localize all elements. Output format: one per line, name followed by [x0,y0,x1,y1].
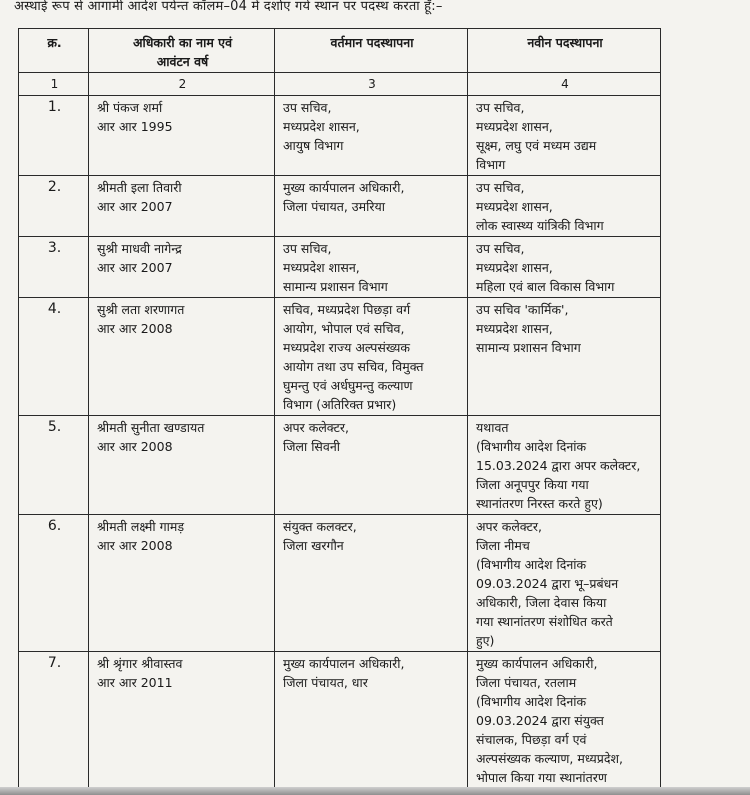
new-posting-cell [468,298,661,416]
cell-line: आर आर 2007 [97,260,173,275]
cell-line: विभाग (अतिरिक्त प्रभार) [283,397,397,412]
cell-line: आयोग, भोपाल एवं सचिव, [283,321,405,336]
serial-number: 5. [19,416,89,515]
scroll-edge [0,787,750,795]
cell-line: (विभागीय आदेश दिनांक [476,557,587,572]
cell-line: उप सचिव, [283,241,332,256]
cell-line: उप सचिव, [476,180,525,195]
new-posting-cell [468,237,661,298]
cell-line: भोपाल किया गया स्थानांतरण [476,770,607,785]
cell-line: महिला एवं बाल विकास विभाग [476,279,615,294]
new-posting-cell [468,416,661,515]
officer-name-cell [89,96,275,176]
cell-line: आर आर 2007 [97,199,173,214]
cell-line: सामान्य प्रशासन विभाग [476,340,581,355]
cell-line: (विभागीय आदेश दिनांक [476,694,587,709]
serial-number: 7. [19,652,89,789]
cell-line: मध्यप्रदेश शासन, [476,119,553,134]
cell-line: जिला पंचायत, रतलाम [476,675,577,690]
cell-line: मुख्य कार्यपालन अधिकारी, [476,656,598,671]
header-officer-name: अधिकारी का नाम एवं आवंटन वर्ष [89,29,275,73]
cell-line: आर आर 2011 [97,675,173,690]
officer-name-cell [89,237,275,298]
serial-number: 6. [19,515,89,652]
cell-line: अधिकारी, जिला देवास किया [476,595,607,610]
current-posting-cell [275,416,468,515]
new-posting-cell [468,652,661,789]
cell-line: श्रीमती सुनीता खण्डायत [97,420,205,435]
current-posting-cell [275,652,468,789]
table-row [19,416,661,515]
cell-line: लोक स्वास्थ्य यांत्रिकी विभाग [476,218,604,233]
cell-line: मध्यप्रदेश राज्य अल्पसंख्यक [283,340,410,355]
current-posting-cell [275,515,468,652]
cell-line: मध्यप्रदेश शासन, [476,199,553,214]
cell-line: 15.03.2024 द्वारा अपर कलेक्टर, [476,458,641,473]
current-posting-cell [275,176,468,237]
cell-line: सूक्ष्म, लघु एवं मध्यम उद्यम [476,138,597,153]
cell-line: सामान्य प्रशासन विभाग [283,279,388,294]
cell-line: सचिव, मध्यप्रदेश पिछड़ा वर्ग [283,302,411,317]
cell-line: अपर कलेक्टर, [476,519,543,534]
officer-name-cell [89,515,275,652]
cell-line: (विभागीय आदेश दिनांक [476,439,587,454]
current-posting-cell [275,237,468,298]
transfer-order-table [18,28,661,789]
cell-line: मुख्य कार्यपालन अधिकारी, [283,656,405,671]
header-row [19,29,661,73]
cell-line: विभाग [476,157,506,172]
cell-line: मध्यप्रदेश शासन, [283,119,360,134]
header-new-posting: नवीन पदस्थापना [468,29,661,73]
cell-line: हुए) [476,633,495,648]
cell-line: उप सचिव, [476,100,525,115]
cell-line: आर आर 2008 [97,538,173,553]
cell-line: आयोग तथा उप सचिव, विमुक्त [283,359,424,374]
cell-line: आर आर 2008 [97,321,173,336]
officer-name-cell [89,652,275,789]
column-number-row [19,73,661,96]
table-row [19,96,661,176]
cell-line: अल्पसंख्यक कल्याण, मध्यप्रदेश, [476,751,624,766]
cell-line: जिला पंचायत, उमरिया [283,199,385,214]
cell-line: अपर कलेक्टर, [283,420,350,435]
table-row [19,176,661,237]
cell-line: आर आर 2008 [97,439,173,454]
table-row [19,298,661,416]
serial-number: 1. [19,96,89,176]
header-serial: क्र. [19,29,89,73]
table-row [19,652,661,789]
cell-line: उप सचिव, [283,100,332,115]
cell-line: यथावत [476,420,509,435]
cell-line: उप सचिव, [476,241,525,256]
column-number: 3 [275,73,468,96]
officer-name-cell [89,176,275,237]
table-row [19,237,661,298]
cell-line: 09.03.2024 द्वारा भू–प्रबंधन [476,576,619,591]
cell-line: घुमन्तु एवं अर्धघुमन्तु कल्याण [283,378,413,393]
cell-line: मुख्य कार्यपालन अधिकारी, [283,180,405,195]
column-number: 4 [468,73,661,96]
cell-line: सुश्री माधवी नागेन्द्र [97,241,182,256]
new-posting-cell [468,515,661,652]
cell-line: संयुक्त कलक्टर, [283,519,357,534]
cell-line: आर आर 1995 [97,119,173,134]
cell-line: 09.03.2024 द्वारा संयुक्त [476,713,604,728]
serial-number: 2. [19,176,89,237]
current-posting-cell [275,96,468,176]
intro-text: अस्थाई रूप से आगामी आदेश पर्यन्त कॉलम–04 में दर्शाए गये स्थान पर पदस्थ करता हूँ:– [14,0,443,14]
cell-line: उप सचिव 'कार्मिक', [476,302,569,317]
cell-line: श्री पंकज शर्मा [97,100,163,115]
officer-name-cell [89,416,275,515]
serial-number: 4. [19,298,89,416]
header-current-posting: वर्तमान पदस्थापना [275,29,468,73]
table-row [19,515,661,652]
officer-name-cell [89,298,275,416]
cell-line: मध्यप्रदेश शासन, [476,260,553,275]
cell-line: मध्यप्रदेश शासन, [283,260,360,275]
cell-line: गया स्थानांतरण संशोधित करते [476,614,613,629]
cell-line: स्थानांतरण निरस्त करते हुए) [476,496,603,511]
column-number: 2 [89,73,275,96]
cell-line: आयुष विभाग [283,138,344,153]
column-number: 1 [19,73,89,96]
current-posting-cell [275,298,468,416]
cell-line: सुश्री लता शरणागत [97,302,185,317]
cell-line: मध्यप्रदेश शासन, [476,321,553,336]
cell-line: जिला खरगौन [283,538,344,553]
new-posting-cell [468,96,661,176]
new-posting-cell [468,176,661,237]
cell-line: जिला नीमच [476,538,530,553]
cell-line: श्रीमती इला तिवारी [97,180,182,195]
cell-line: श्री श्रृंगार श्रीवास्तव [97,656,183,671]
cell-line: जिला अनूपपुर किया गया [476,477,589,492]
cell-line: जिला पंचायत, धार [283,675,368,690]
cell-line: श्रीमती लक्ष्मी गामड़ [97,519,185,534]
serial-number: 3. [19,237,89,298]
cell-line: संचालक, पिछड़ा वर्ग एवं [476,732,587,747]
cell-line: जिला सिवनी [283,439,341,454]
